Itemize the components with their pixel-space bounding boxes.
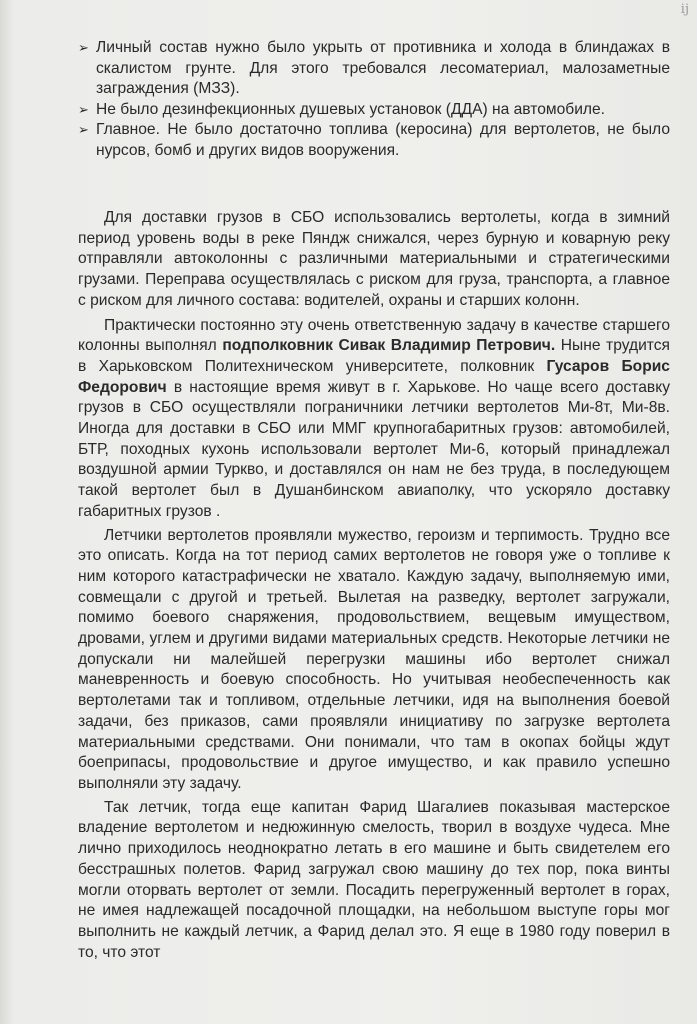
paragraph-text: Практически постоянно эту очень ответственную задачу в качестве старшего колонны выполнял [78, 316, 670, 355]
paragraph-senior-convoy [78, 316, 670, 523]
paragraph-pilots: Летчики вертолетов проявляли мужество, героизм и терпимость. Трудно все это описать. Когда на тот период самих вертолетов не говоря уже о топливе к ним которого катастрафически не хватало. Каждую задачу, выполняемую ими, совмещали с другой и третьей. Вылетая на разведку, вертолет загружали, помимо боевого снаряжения, продовольствием, вещевым имуществом, дровами, углем и другими видами материальных средств. Некоторые летчики не допускали ни малейшей перегрузки машины ибо вертолет снижал маневренность и боевую способность. Но учитывая необеспеченность как вертолетами так и топливом, отдельные летчики, идя на выполнения боевой задачи, без приказов, сами проявляли инициативу по загрузке вертолета материальными средствами. Они понимали, что там в окопах бойцы ждут боеприпасы, продовольствие и другое имущество, и как правило успешно выполняли эту задачу. [78, 526, 670, 792]
bullet-item [78, 38, 670, 100]
bold-name-sivak: подполковник Сивак Владимир Петрович. [222, 337, 556, 355]
arrow-bullet-icon: ➢ [78, 40, 89, 55]
bullet-text: Личный состав нужно было укрыть от противника и холода в блиндажах в скалистом грунте. Для этого требовался лесоматериал, малозаметные заграждения (МЗЗ). [96, 39, 670, 98]
page-corner-mark: ij [680, 2, 689, 17]
bullet-text: Не было дезинфекционных душевых установок (ДДА) на автомобиле. [96, 100, 606, 118]
bold-name-gusarov: Гусаров Борис Федорович [78, 357, 670, 396]
bullet-text: Главное. Не было достаточно топлива (керосина) для вертолетов, не было нурсов, бомб и других видов вооружения. [96, 121, 670, 159]
paragraph-text: Ныне трудится в Харьковском Политехническом университете, полковник [78, 337, 670, 375]
paragraph-text: в настоящие время живут в г. Харькове. Но чаще всего доставку грузов в СБО осуществляли пограничники летчики вертолетов Ми-8т, Ми-8в. Иногда для доставки в СБО или ММГ крупногабаритных грузов: автомобилей, БТР, походных кухонь использовали вертолет Ми-6, который принадлежал воздушной армии Туркво, и доставлялся он нам не без труда, в последующем такой вертолет был в Душанбинском авиаполку, что ускоряло доставку габаритных грузов . [78, 378, 670, 520]
arrow-bullet-icon: ➢ [78, 122, 89, 138]
bullet-item [78, 100, 670, 121]
arrow-bullet-icon: ➢ [78, 101, 89, 117]
bullet-list [78, 38, 670, 162]
paragraph-convoys: Для доставки грузов в СБО использовались вертолеты, когда в зимний период уровень воды в реке Пяндж снижался, через бурную и коварную реку отправляли автоколонны с различными материальными и стратегическими грузами. Переправа осуществлялась с риском для груза, транспорта, а главное с риском для личного состава: водителей, охраны и старших колонн. [78, 209, 670, 309]
body-text [78, 208, 670, 963]
paragraph-farid: Так летчик, тогда еще капитан Фарид Шагалиев показывая мастерское владение вертолетом и недюжинную смелость, творил в воздухе чудеса. Мне лично приходилось неоднократно летать в его машине и быть свидетелем его бесстрашных полетов. Фарид загружал свою машину до тех пор, пока винты могли оторвать вертолет от земли. Посадить перегруженный вертолет в горах, не имея надлежащей посадочной площадки, на небольшом выступе горы мог выполнить не каждый летчик, а Фарид делал это. Я еще в 1980 году поверил в то, что этот [78, 798, 670, 961]
bullet-item [78, 120, 670, 161]
